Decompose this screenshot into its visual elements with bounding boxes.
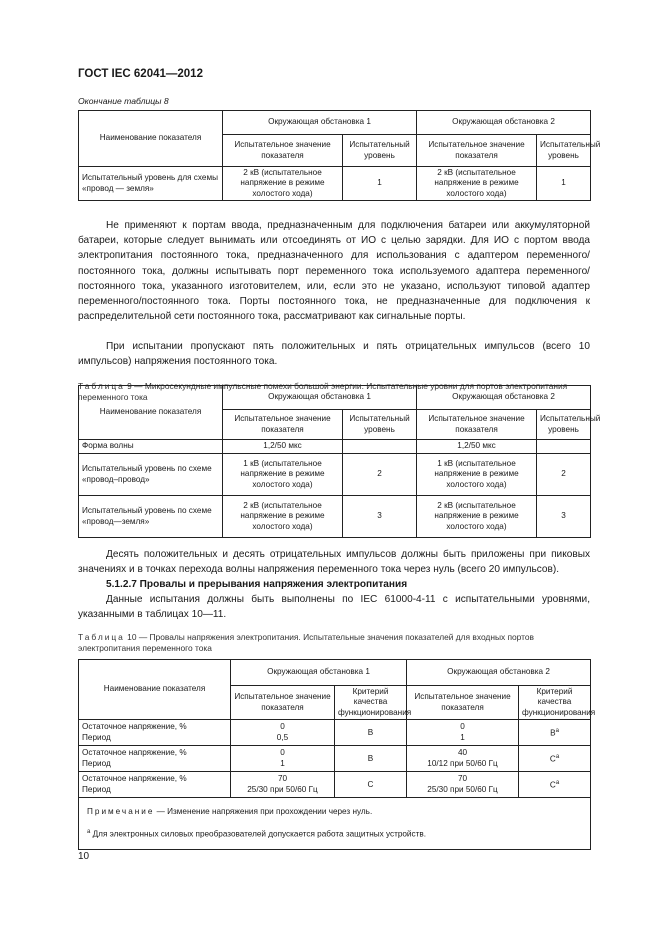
section-heading: 5.1.2.7 Провалы и прерывания напряжения электропитания bbox=[106, 579, 408, 590]
col-header-name: Наименование показателя bbox=[79, 660, 231, 720]
cell-value: 0 0,5 bbox=[231, 720, 335, 746]
col-header-name: Наименование показателя bbox=[79, 111, 223, 167]
page-number: 10 bbox=[78, 851, 90, 862]
paragraph: Данные испытания должны быть выполнены по IEC 61000-4-11 с испытательными уровнями, указанными в таблицах 10—11. bbox=[78, 594, 590, 621]
table-row bbox=[79, 746, 591, 772]
col-header-test-level: Испытательный уровень bbox=[343, 410, 417, 440]
cell-name: Испытательный уровень по схеме «провод–провод» bbox=[79, 454, 223, 496]
table-8 bbox=[78, 110, 601, 201]
table-caption-text: 9 — Микросекундные импульсные помехи большой энергии. Испытательные уровни для портов электропитания переменного тока bbox=[78, 381, 568, 402]
table8-caption: Окончание таблицы 8 bbox=[78, 96, 169, 106]
cell-level: 1 bbox=[343, 167, 417, 201]
cell-level: 2 bbox=[537, 454, 591, 496]
col-header-criterion: Критерий качества функционирования bbox=[519, 686, 591, 720]
cell-level: 1 bbox=[537, 167, 591, 201]
cell-value: 2 кВ (испытательное напряжение в режиме холостого хода) bbox=[417, 496, 537, 538]
cell-name: Остаточное напряжение, % Период bbox=[79, 746, 231, 772]
table-row bbox=[79, 167, 591, 201]
cell-value: 1 кВ (испытательное напряжение в режиме холостого хода) bbox=[417, 454, 537, 496]
cell-name: Испытательный уровень по схеме «провод—земля» bbox=[79, 496, 223, 538]
col-header-test-value: Испытательное значение показателя bbox=[231, 686, 335, 720]
table-caption-label: Таблица bbox=[78, 632, 125, 642]
col-header-test-value: Испытательное значение показателя bbox=[223, 410, 343, 440]
cell-level bbox=[537, 440, 591, 454]
cell-value: 1,2/50 мкс bbox=[417, 440, 537, 454]
col-header-test-value: Испытательное значение показателя bbox=[417, 410, 537, 440]
table-row bbox=[79, 772, 591, 798]
cell-value: 2 кВ (испытательное напряжение в режиме холостого хода) bbox=[223, 496, 343, 538]
cell-level bbox=[343, 440, 417, 454]
cell-criterion: $C^a$ bbox=[519, 746, 591, 772]
col-header-criterion: Критерий качества функционирования bbox=[335, 686, 407, 720]
paragraph: Десять положительных и десять отрицательных импульсов должны быть приложены при пиковых значениях и в точках перехода волны напряжения переменного тока через нуль (всего 20 импульсов). bbox=[78, 549, 590, 576]
table-row bbox=[79, 440, 591, 454]
col-header-env1: Окружающая обстановка 1 bbox=[223, 386, 417, 410]
table-notes bbox=[79, 798, 591, 850]
cell-value: 70 25/30 при 50/60 Гц bbox=[231, 772, 335, 798]
cell-criterion: B bbox=[335, 720, 407, 746]
cell-criterion: $C^a$ bbox=[519, 772, 591, 798]
col-header-env1: Окружающая обстановка 1 bbox=[223, 111, 417, 135]
cell-value: 1,2/50 мкс bbox=[223, 440, 343, 454]
cell-value: 40 10/12 при 50/60 Гц bbox=[407, 746, 519, 772]
table-footnote: $^a$ Для электронных силовых преобразователей допускается работа защитных устройств. bbox=[87, 829, 426, 839]
cell-criterion: C bbox=[335, 772, 407, 798]
table-row bbox=[79, 720, 591, 746]
cell-criterion: $B^a$ bbox=[519, 720, 591, 746]
col-header-env2: Окружающая обстановка 2 bbox=[407, 660, 591, 686]
col-header-test-level: Испытательный уровень bbox=[343, 135, 417, 167]
table-row bbox=[79, 454, 591, 496]
table-9-body bbox=[78, 385, 601, 538]
cell-level: 3 bbox=[537, 496, 591, 538]
cell-criterion: B bbox=[335, 746, 407, 772]
col-header-test-level: Испытательный уровень bbox=[537, 410, 591, 440]
table-10 bbox=[78, 659, 596, 850]
cell-value: 70 25/30 при 50/60 Гц bbox=[407, 772, 519, 798]
cell-name: Остаточное напряжение, % Период bbox=[79, 720, 231, 746]
cell-name: Остаточное напряжение, % Период bbox=[79, 772, 231, 798]
table10-caption bbox=[78, 632, 590, 654]
document-header: ГОСТ IEC 62041—2012 bbox=[78, 68, 203, 80]
table-note: Примечание — Изменение напряжения при прохождении через нуль. bbox=[87, 807, 373, 817]
col-header-env1: Окружающая обстановка 1 bbox=[231, 660, 407, 686]
cell-name: Испытательный уровень для схемы «провод — земля» bbox=[79, 167, 223, 201]
cell-value: 0 1 bbox=[231, 746, 335, 772]
cell-level: 3 bbox=[343, 496, 417, 538]
col-header-test-value: Испытательное значение показателя bbox=[223, 135, 343, 167]
cell-value: 2 кВ (испытательное напряжение в режиме холостого хода) bbox=[223, 167, 343, 201]
col-header-env2: Окружающая обстановка 2 bbox=[417, 386, 591, 410]
cell-value: 1 кВ (испытательное напряжение в режиме холостого хода) bbox=[223, 454, 343, 496]
paragraph: При испытании пропускают пять положительных и пять отрицательных импульсов (всего 10 импульсов) напряжения постоянного тока. bbox=[78, 341, 590, 368]
cell-name: Форма волны bbox=[79, 440, 223, 454]
cell-level: 2 bbox=[343, 454, 417, 496]
col-header-name: Наименование показателя bbox=[79, 386, 223, 440]
cell-value: 0 1 bbox=[407, 720, 519, 746]
table-caption-text: 10 — Провалы напряжения электропитания. Испытательные значения показателей для входных портов электропитания переменного тока bbox=[78, 632, 534, 653]
col-header-env2: Окружающая обстановка 2 bbox=[417, 111, 591, 135]
table-caption-label: Таблица bbox=[78, 381, 125, 391]
table-row bbox=[79, 496, 591, 538]
col-header-test-level: Испытательный уровень bbox=[537, 135, 591, 167]
cell-value: 2 кВ (испытательное напряжение в режиме холостого хода) bbox=[417, 167, 537, 201]
table-notes-row bbox=[79, 798, 591, 850]
col-header-test-value: Испытательное значение показателя bbox=[407, 686, 519, 720]
paragraph: Не применяют к портам ввода, предназначенным для подключения батареи или аккумуляторной батареи, которые следует вынимать или отсоединять от ИО с целью зарядки. Для ИО с портом ввода электропитания постоянного тока, предназначенного для использования с адаптером переменного/постоянного тока, должны испытывать порт переменного тока используемого адаптера переменного/постоянного тока, указанного изготовителем, или, если это не указано, используют типовой адаптер переменного/постоянного тока. Порты постоянного тока, не предназначенные для подключения к распределительной сети постоянного тока, рассматривают как сигнальные порты. bbox=[78, 220, 590, 323]
col-header-test-value: Испытательное значение показателя bbox=[417, 135, 537, 167]
